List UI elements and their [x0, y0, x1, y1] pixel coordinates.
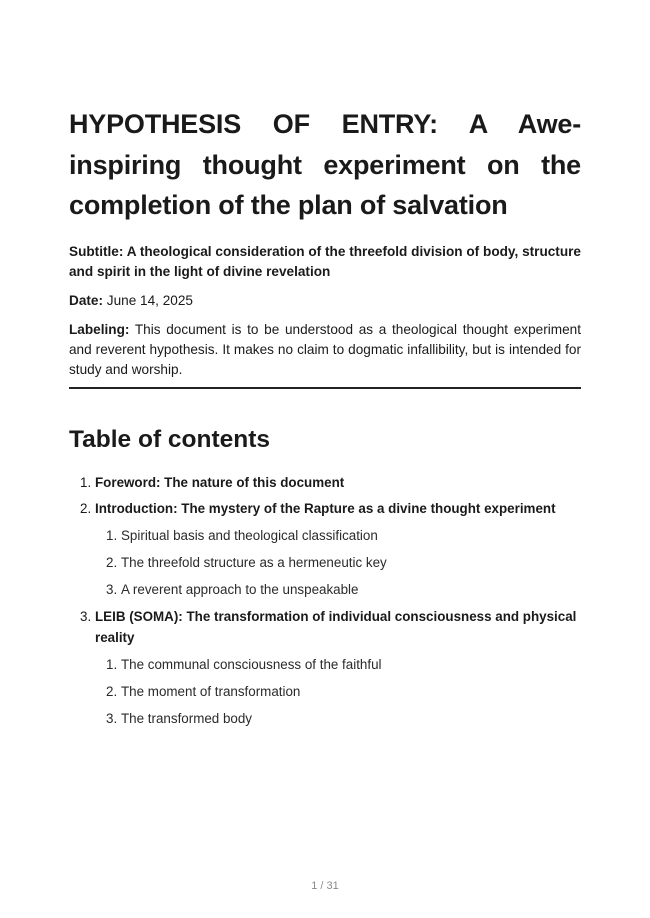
table-of-contents: [69, 472, 581, 730]
toc-item-number: 3.: [80, 609, 92, 625]
labeling-line: [69, 320, 581, 380]
toc-item-label: Foreword: The nature of this document: [95, 474, 345, 490]
toc-subitem-spiritual-basis[interactable]: [95, 525, 581, 546]
toc-subitem-number: 3.: [106, 711, 118, 727]
subtitle-text: A theological consideration of the threefold division of body, structure and spirit in the light of divine revelation: [69, 243, 581, 279]
toc-heading: Table of contents: [69, 425, 271, 453]
toc-item-leib-soma[interactable]: [69, 606, 581, 729]
toc-subitems: [95, 654, 581, 729]
date-line: [69, 291, 581, 311]
toc-subitem-number: 1.: [106, 657, 118, 673]
subtitle-label: Subtitle:: [69, 243, 124, 259]
toc-subitem-reverent-approach[interactable]: [95, 579, 581, 600]
toc-item-introduction[interactable]: [69, 498, 581, 600]
toc-item-label: Introduction: The mystery of the Rapture as a divine thought experiment: [95, 501, 556, 517]
toc-subitem-label: Spiritual basis and theological classification: [121, 528, 378, 544]
toc-subitem-label: The moment of transformation: [121, 684, 301, 700]
toc-subitem-number: 3.: [106, 582, 118, 598]
toc-item-label: LEIB (SOMA): The transformation of individual consciousness and physical reality: [95, 609, 577, 646]
toc-subitem-label: The communal consciousness of the faithful: [121, 657, 382, 673]
toc-subitem-threefold-structure[interactable]: [95, 552, 581, 573]
labeling-label: Labeling:: [69, 321, 130, 337]
toc-item-foreword[interactable]: [69, 472, 581, 493]
document-page: [69, 104, 581, 735]
toc-subitem-moment-of-transformation[interactable]: [95, 681, 581, 702]
toc-subitem-label: The threefold structure as a hermeneutic key: [121, 555, 387, 571]
header-divider: [69, 387, 581, 389]
toc-subitem-communal-consciousness[interactable]: [95, 654, 581, 675]
date-label: Date:: [69, 292, 103, 308]
toc-subitem-number: 2.: [106, 684, 118, 700]
date-value: June 14, 2025: [106, 292, 193, 308]
toc-subitem-label: A reverent approach to the unspeakable: [121, 582, 359, 598]
toc-subitem-label: The transformed body: [121, 711, 252, 727]
toc-item-number: 1.: [80, 474, 92, 490]
toc-subitem-transformed-body[interactable]: [95, 708, 581, 729]
toc-item-number: 2.: [80, 501, 92, 517]
page-indicator: 1 / 31: [311, 880, 339, 892]
toc-subitem-number: 2.: [106, 555, 118, 571]
labeling-text: This document is to be understood as a theological thought experiment and reverent hypothesis. It makes no claim to dogmatic infallibility, but is intended for study and worship.: [69, 321, 581, 377]
toc-subitems: [95, 525, 581, 600]
toc-subitem-number: 1.: [106, 528, 118, 544]
document-title: HYPOTHESIS OF ENTRY: A Awe-inspiring thought experiment on the completion of the plan of salvation: [69, 109, 581, 220]
subtitle-line: [69, 242, 581, 282]
